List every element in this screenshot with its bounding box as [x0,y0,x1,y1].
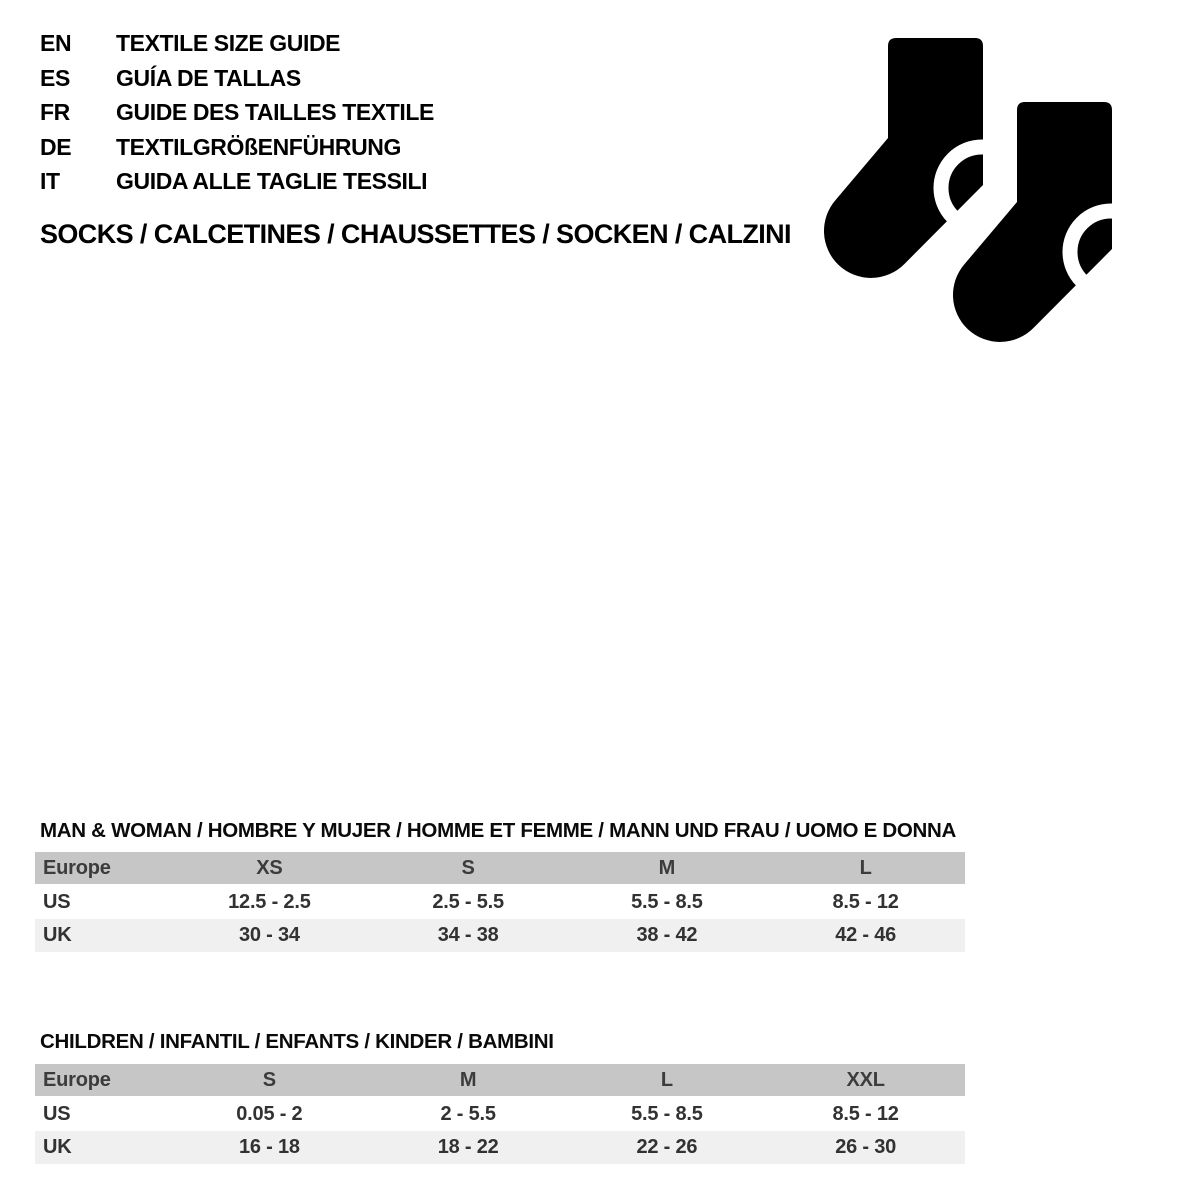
size-cell: 26 - 30 [766,1131,965,1164]
column-header: L [568,1064,767,1098]
size-cell: 16 - 18 [170,1131,369,1164]
language-list [40,26,434,199]
language-row [40,95,434,130]
socks-icon [815,35,1115,347]
size-cell: 8.5 - 12 [766,1098,965,1131]
row-label: UK [35,1131,170,1164]
language-row [40,130,434,165]
column-header: M [568,852,767,886]
size-cell: 18 - 22 [369,1131,568,1164]
language-code: FR [40,99,70,126]
column-header: Europe [35,852,170,886]
size-table-children [35,1064,965,1164]
size-cell: 12.5 - 2.5 [170,886,369,919]
size-table-adults [35,852,965,952]
table-header-row [35,852,965,886]
size-cell: 8.5 - 12 [766,886,965,919]
size-cell: 0.05 - 2 [170,1098,369,1131]
language-row [40,164,434,199]
size-cell: 22 - 26 [568,1131,767,1164]
size-cell: 2.5 - 5.5 [369,886,568,919]
language-code: EN [40,30,72,56]
size-cell: 34 - 38 [369,919,568,952]
size-cell: 30 - 34 [170,919,369,952]
language-code: DE [40,133,72,160]
table-title-adults: MAN & WOMAN / HOMBRE Y MUJER / HOMME ET FEMME / MANN UND FRAU / UOMO E DONNA [40,819,957,842]
language-label: TEXTILGRÖßENFÜHRUNG [116,133,401,160]
size-cell: 5.5 - 8.5 [568,1098,767,1131]
table-row [35,1131,965,1164]
row-label: US [35,1098,170,1131]
table-header-row [35,1064,965,1098]
column-header: M [369,1064,568,1098]
size-cell: 2 - 5.5 [369,1098,568,1131]
row-label: UK [35,919,170,952]
size-cell: 42 - 46 [766,919,965,952]
table-title-children: CHILDREN / INFANTIL / ENFANTS / KINDER / BAMBINI [40,1030,554,1053]
row-label: US [35,886,170,919]
column-header: Europe [35,1064,170,1098]
table-row [35,919,965,952]
language-label: GUÍA DE TALLAS [116,64,301,91]
language-row [40,61,434,96]
table-row [35,886,965,919]
size-cell: 38 - 42 [568,919,767,952]
table-row [35,1098,965,1131]
language-code: ES [40,64,70,91]
product-categories: SOCKS / CALCETINES / CHAUSSETTES / SOCKEN / CALZINI [40,219,791,249]
column-header: XXL [766,1064,965,1098]
language-label: GUIDA ALLE TAGLIE TESSILI [116,168,428,195]
column-header: XS [170,852,369,886]
language-label: TEXTILE SIZE GUIDE [116,30,341,56]
language-label: GUIDE DES TAILLES TEXTILE [116,99,434,126]
column-header: L [766,852,965,886]
column-header: S [369,852,568,886]
column-header: S [170,1064,369,1098]
size-cell: 5.5 - 8.5 [568,886,767,919]
language-row [40,26,434,61]
language-code: IT [40,168,60,195]
